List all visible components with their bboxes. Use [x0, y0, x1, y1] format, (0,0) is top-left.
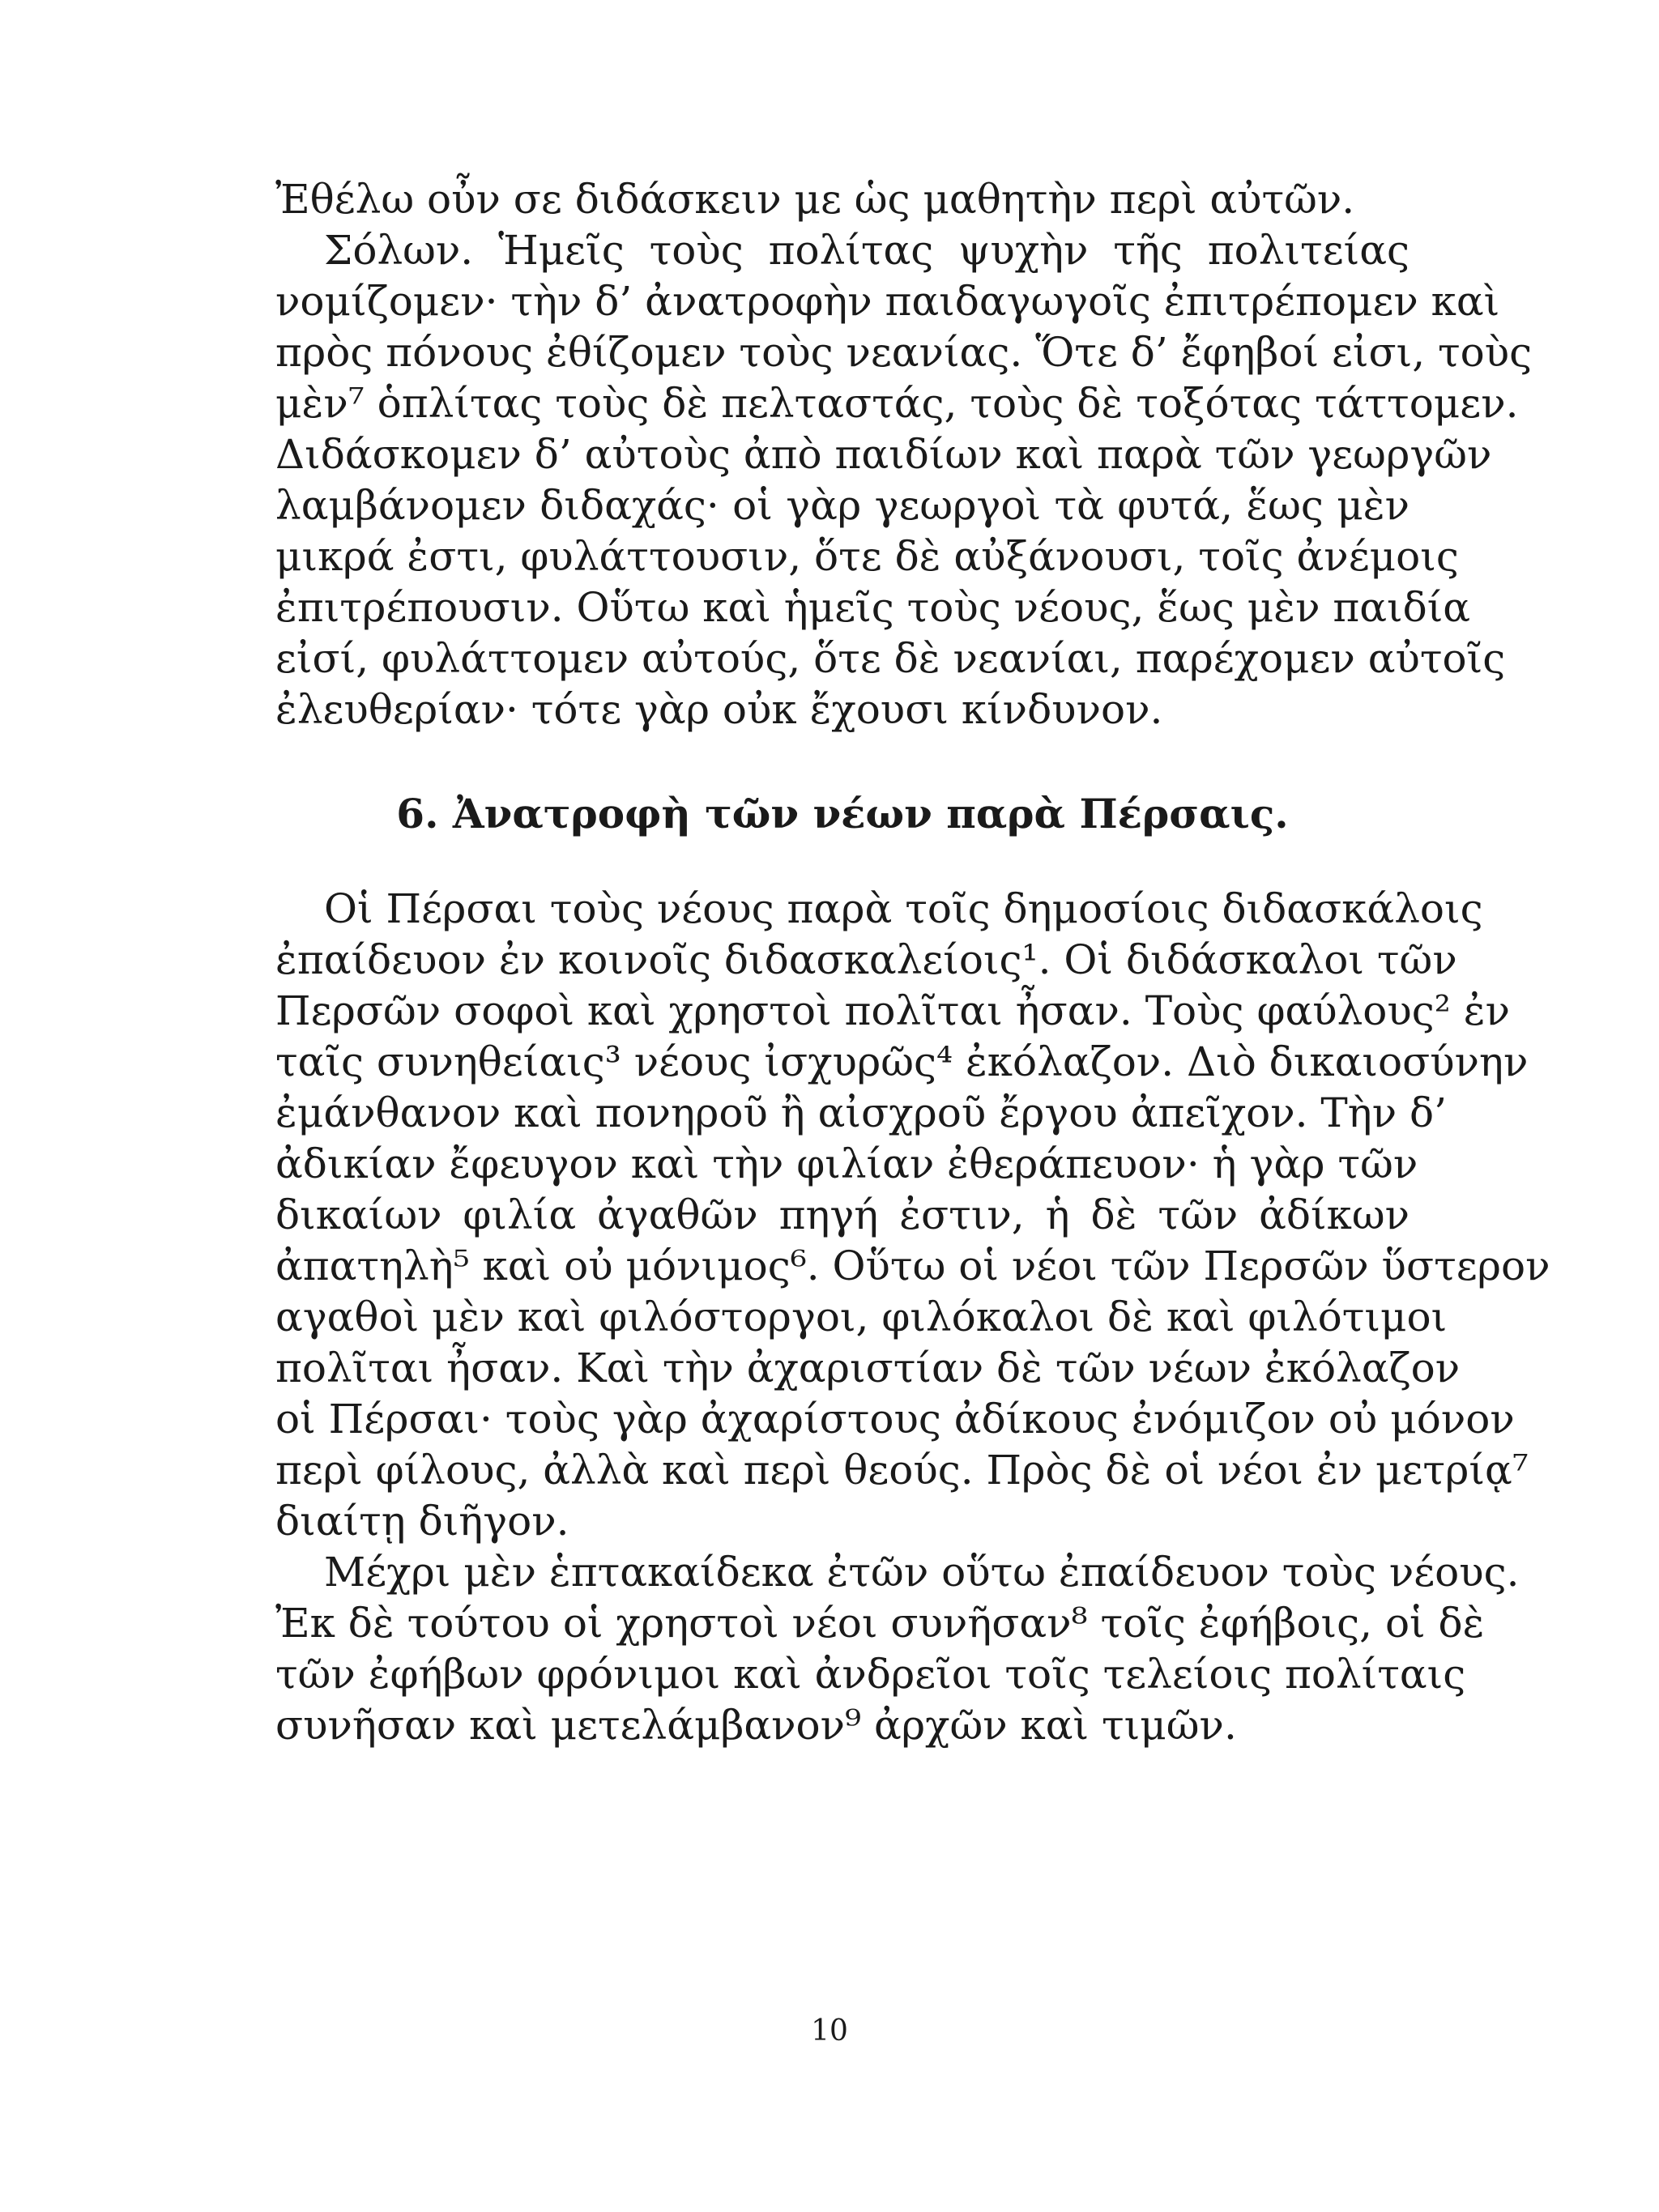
- text-line: Οἱ Πέρσαι τοὺς νέους παρὰ τοῖς δημοσίοις διδασκάλοις: [324, 885, 1483, 932]
- text-line: Μέχρι μὲν ἑπτακαίδεκα ἐτῶν οὕτω ἐπαίδευον τοὺς νέους.: [324, 1549, 1520, 1596]
- text-line: διαίτῃ διῆγον.: [275, 1498, 569, 1545]
- text-line: ἀδικίαν ἔφευγον καὶ τὴν φιλίαν ἐθεράπευον· ἡ γὰρ τῶν: [275, 1140, 1418, 1187]
- text-line: μικρά ἐστι, φυλάττουσιν, ὅτε δὲ αὐξάνουσι, τοῖς ἀνέμοις: [275, 533, 1459, 580]
- text-line: δικαίων φιλία ἀγαθῶν πηγή ἐστιν, ἡ δὲ τῶν ἀδίκων: [275, 1191, 1410, 1238]
- paragraph-persians: [275, 884, 1550, 1547]
- text-line: νομίζομεν· τὴν δ’ ἀνατροφὴν παιδαγωγοῖς ἐπιτρέπομεν καὶ: [275, 278, 1500, 325]
- text-line: αγαθοὶ μὲν καὶ φιλόστοργοι, φιλόκαλοι δὲ καὶ φιλότιμοι: [275, 1294, 1448, 1340]
- text-line: τῶν ἐφήβων φρόνιμοι καὶ ἀνδρεῖοι τοῖς τελείοις πολίταις: [275, 1651, 1466, 1698]
- paragraph-dialogue: [275, 174, 1533, 735]
- section-heading: 6. Ἀνατροφὴ τῶν νέων παρὰ Πέρσαις.: [396, 790, 1289, 837]
- text-line: συνῆσαν καὶ μετελάμβανον⁹ ἀρχῶν καὶ τιμῶν.: [275, 1702, 1237, 1749]
- text-line: ἐμάνθανον καὶ πονηροῦ ἢ αἰσχροῦ ἔργου ἀπεῖχον. Τὴν δ’: [275, 1089, 1447, 1136]
- text-line: μὲν⁷ ὁπλίτας τοὺς δὲ πελταστάς, τοὺς δὲ τοξότας τάττομεν.: [275, 380, 1519, 427]
- document-page: [275, 174, 1550, 1751]
- text-line: ἐπιτρέπουσιν. Οὕτω καὶ ἡμεῖς τοὺς νέους, ἕως μὲν παιδία: [275, 584, 1471, 631]
- text-line: οἱ Πέρσαι· τοὺς γὰρ ἀχαρίστους ἀδίκους ἐνόμιζον οὐ μόνον: [275, 1396, 1515, 1443]
- text-line: περὶ φίλους, ἀλλὰ καὶ περὶ θεούς. Πρὸς δὲ οἱ νέοι ἐν μετρίᾳ⁷: [275, 1447, 1529, 1494]
- page-number: 10: [811, 2014, 848, 2048]
- text-line: Ἐκ δὲ τούτου οἱ χρηστοὶ νέοι συνῆσαν⁸ τοῖς ἐφήβοις, οἱ δὲ: [275, 1600, 1485, 1647]
- text-line: ἀπατηλὴ⁵ καὶ οὐ μόνιμος⁶. Οὕτω οἱ νέοι τῶν Περσῶν ὕστερον: [275, 1242, 1550, 1289]
- text-line: ταῖς συνηθείαις³ νέους ἰσχυρῶς⁴ ἐκόλαζον. Διὸ δικαιοσύνην: [275, 1038, 1529, 1085]
- text-line: Περσῶν σοφοὶ καὶ χρηστοὶ πολῖται ἦσαν. Τοὺς φαύλους² ἐν: [275, 987, 1510, 1034]
- text-line: Διδάσκομεν δ’ αὐτοὺς ἀπὸ παιδίων καὶ παρὰ τῶν γεωργῶν: [275, 431, 1492, 478]
- paragraph-age: [275, 1547, 1520, 1751]
- text-line: πολῖται ἦσαν. Καὶ τὴν ἀχαριστίαν δὲ τῶν νέων ἐκόλαζον: [275, 1345, 1461, 1392]
- text-line: ἐλευθερίαν· τότε γὰρ οὐκ ἔχουσι κίνδυνον.: [275, 686, 1163, 733]
- text-line: Σόλων. Ἡμεῖς τοὺς πολίτας ψυχὴν τῆς πολιτείας: [324, 227, 1410, 274]
- text-line: εἰσί, φυλάττομεν αὐτούς, ὅτε δὲ νεανίαι, παρέχομεν αὐτοῖς: [275, 635, 1506, 682]
- text-line: Ἐθέλω οὖν σε διδάσκειν με ὡς μαθητὴν περὶ αὐτῶν.: [275, 176, 1355, 223]
- text-line: ἐπαίδευον ἐν κοινοῖς διδασκαλείοις¹. Οἱ διδάσκαλοι τῶν: [275, 936, 1457, 983]
- text-line: λαμβάνομεν διδαχάς· οἱ γὰρ γεωργοὶ τὰ φυτά, ἕως μὲν: [275, 482, 1410, 529]
- text-line: πρὸς πόνους ἐθίζομεν τοὺς νεανίας. Ὅτε δ’ ἔφηβοί εἰσι, τοὺς: [275, 329, 1533, 376]
